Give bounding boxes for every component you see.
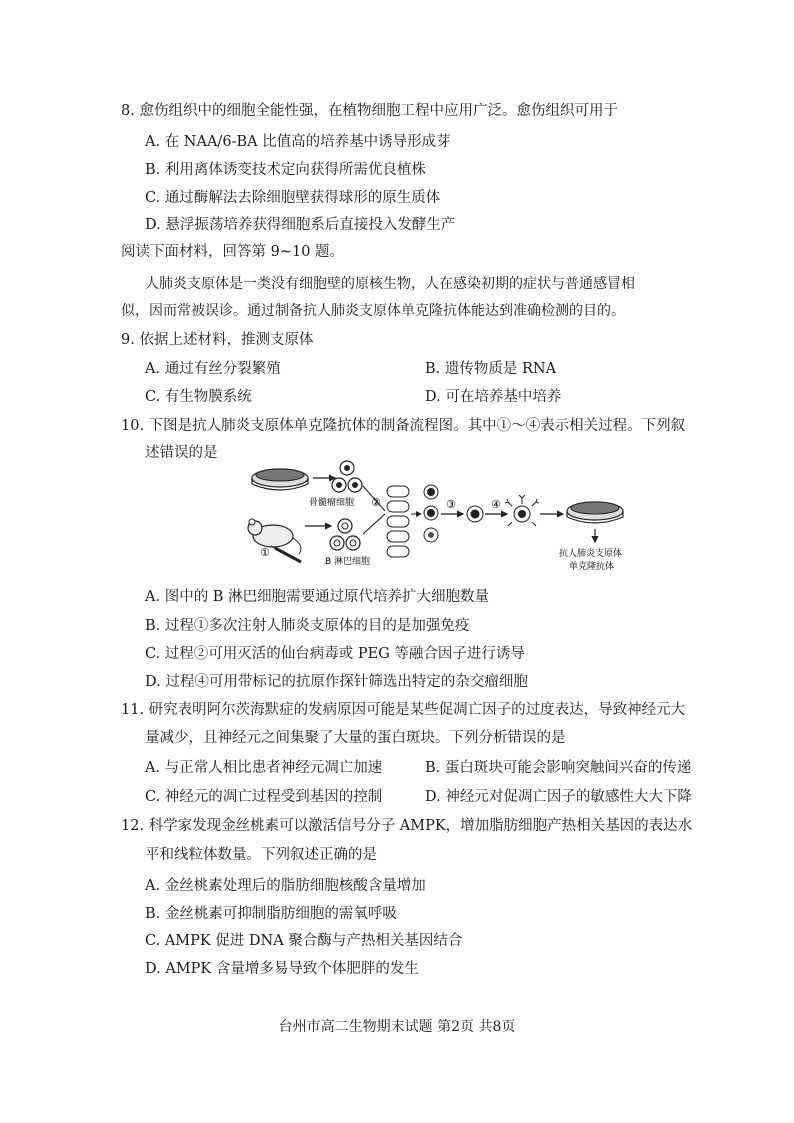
- q8-option-d: D. 悬浮振荡培养获得细胞系后直接投入发酵生产: [145, 217, 456, 233]
- b-lymphocyte-icon: [330, 519, 360, 550]
- q8-stem: 8. 愈伤组织中的细胞全能性强，在植物细胞工程中应用广泛。愈伤组织可用于: [121, 103, 618, 119]
- page-footer: 台州市高二生物期末试题 第2页 共8页: [278, 1019, 516, 1035]
- q8-option-a: A. 在 NAA/6-BA 比值高的培养基中诱导形成芽: [145, 134, 451, 150]
- step-4-label: ④: [491, 498, 501, 511]
- q12-option-b: B. 金丝桃素可抑制脂肪细胞的需氧呼吸: [145, 906, 397, 922]
- step-1-label: ①: [260, 546, 270, 559]
- fused-cells-column-icon: [387, 486, 409, 557]
- antibody-secreting-cell-icon: [505, 495, 539, 526]
- label-product-line-1: 抗人肺炎支原体: [559, 549, 623, 559]
- q10-option-b: B. 过程①多次注射人肺炎支原体的目的是加强免疫: [145, 618, 470, 634]
- petri-dish-myeloma-icon: [252, 469, 308, 490]
- petri-dish-antibody-icon: [567, 502, 623, 523]
- monoclonal-antibody-flow-diagram: [235, 456, 655, 576]
- q11-option-a: A. 与正常人相比患者神经元凋亡加速: [145, 760, 383, 776]
- q11-stem-line-2: 量减少，且神经元之间集聚了大量的蛋白斑块。下列分析错误的是: [145, 730, 566, 746]
- q11-stem-line-1: 11. 研究表明阿尔茨海默症的发病原因可能是某些促凋亡因子的过度表达，导致神经元大: [121, 702, 686, 718]
- reading-intro: 阅读下面材料，回答第 9~10 题。: [121, 244, 345, 260]
- mouse-icon: [248, 519, 301, 554]
- syringe-icon: [271, 546, 301, 562]
- q12-option-c: C. AMPK 促进 DNA 聚合酶与产热相关基因结合: [145, 933, 463, 949]
- q12-option-d: D. AMPK 含量增多易导致个体肥胖的发生: [145, 961, 419, 977]
- q12-stem-line-1: 12. 科学家发现金丝桃素可以激活信号分子 AMPK，增加脂肪细胞产热相关基因的表达水: [121, 818, 693, 834]
- material-line-2: 似，因而常被误诊。通过制备抗人肺炎支原体单克隆抗体能达到准确检测的目的。: [121, 303, 625, 319]
- q9-option-a: A. 通过有丝分裂繁殖: [145, 361, 281, 377]
- q10-option-d: D. 过程④可用带标记的抗原作探针筛选出特定的杂交瘤细胞: [145, 674, 528, 690]
- hybrid-cells-column-icon: [424, 485, 438, 542]
- label-myeloma: 骨髓瘤细胞: [309, 498, 355, 508]
- q9-option-d: D. 可在培养基中培养: [425, 389, 562, 405]
- q12-stem-line-2: 平和线粒体数量。下列叙述正确的是: [145, 847, 377, 863]
- q8-option-c: C. 通过酶解法去除细胞壁获得球形的原生质体: [145, 190, 441, 206]
- label-b-lymphocyte: B 淋巴细胞: [325, 557, 371, 567]
- step-2-label: ②: [371, 496, 381, 509]
- q12-option-a: A. 金丝桃素处理后的脂肪细胞核酸含量增加: [145, 878, 426, 894]
- q10-stem-line-1: 10. 下图是抗人肺炎支原体单克隆抗体的制备流程图。其中①～④表示相关过程。下列叙: [121, 418, 686, 434]
- step-3-label: ③: [446, 498, 456, 511]
- q10-option-c: C. 过程②可用灭活的仙台病毒或 PEG 等融合因子进行诱导: [145, 646, 525, 662]
- q9-stem: 9. 依据上述材料，推测支原体: [121, 332, 314, 348]
- material-line-1: 人肺炎支原体是一类没有细胞壁的原核生物，人在感染初期的症状与普通感冒相: [145, 276, 635, 292]
- q9-option-b: B. 遗传物质是 RNA: [425, 361, 557, 377]
- hybridoma-cell-icon: [467, 506, 483, 522]
- myeloma-cell-icon: [332, 461, 362, 492]
- q11-option-d: D. 神经元对促凋亡因子的敏感性大大下降: [425, 789, 692, 805]
- q10-option-a: A. 图中的 B 淋巴细胞需要通过原代培养扩大细胞数量: [145, 589, 490, 605]
- q10-stem-line-2: 述错误的是: [145, 445, 218, 461]
- q9-option-c: C. 有生物膜系统: [145, 389, 252, 405]
- q11-option-b: B. 蛋白斑块可能会影响突触间兴奋的传递: [425, 760, 692, 776]
- q11-option-c: C. 神经元的凋亡过程受到基因的控制: [145, 789, 383, 805]
- q8-option-b: B. 利用离体诱变技术定向获得所需优良植株: [145, 162, 426, 178]
- label-product-line-2: 单克隆抗体: [569, 562, 615, 572]
